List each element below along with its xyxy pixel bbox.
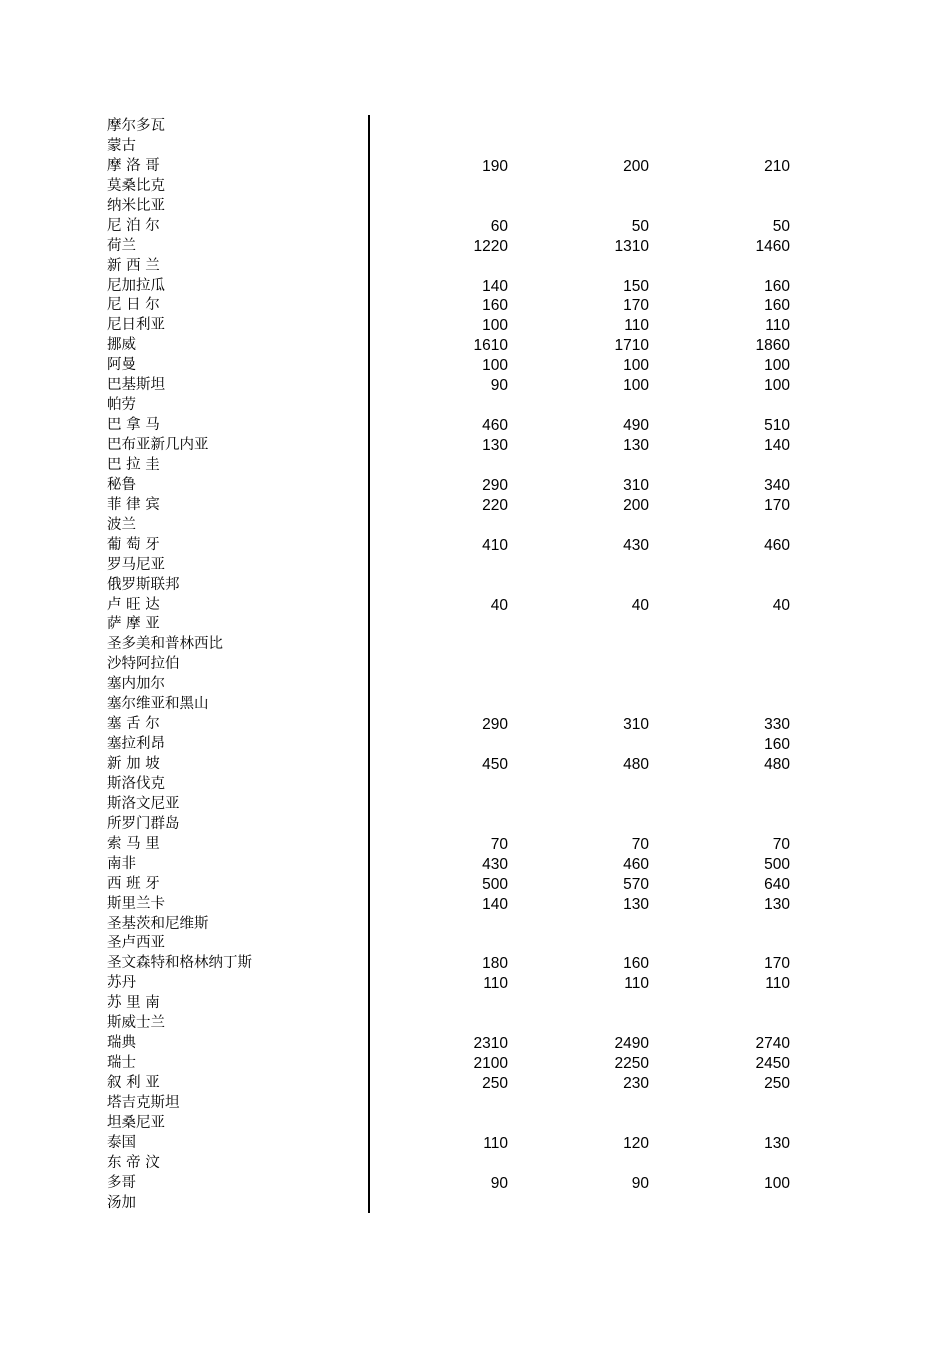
value-cell-col2: 110: [624, 317, 649, 335]
country-name-cell: 蒙古: [107, 137, 136, 154]
table-row: [0, 1093, 950, 1113]
table-row: [0, 1033, 950, 1053]
table-row: [0, 834, 950, 854]
value-cell-col3: 460: [764, 536, 790, 554]
value-cell-col3: 160: [764, 736, 790, 754]
table-row: [0, 814, 950, 834]
country-name-cell: 泰国: [107, 1134, 136, 1151]
value-cell-col2: 230: [623, 1075, 649, 1092]
country-name-cell: 瑞典: [107, 1035, 136, 1052]
country-name-cell: 挪威: [107, 337, 136, 354]
country-name-cell: 沙特阿拉伯: [107, 656, 180, 673]
value-cell-col2: 1310: [614, 237, 649, 255]
value-cell-col1: 90: [490, 1174, 508, 1192]
country-data-table: [0, 116, 950, 1213]
table-row: [0, 794, 950, 814]
value-cell-col1: 2310: [473, 1035, 508, 1053]
country-name-cell: 卢 旺 达: [107, 596, 160, 613]
value-cell-col3: 330: [764, 716, 790, 734]
value-cell-col3: 100: [764, 1174, 790, 1192]
value-cell-col1: 500: [482, 875, 508, 893]
value-cell-col2: 570: [623, 875, 649, 893]
table-row: [0, 415, 950, 435]
country-name-cell: 尼日利亚: [107, 317, 165, 334]
country-name-cell: 罗马尼亚: [107, 556, 165, 573]
value-cell-col3: 160: [764, 297, 790, 315]
value-cell-col3: 210: [764, 157, 790, 175]
table-row: [0, 614, 950, 634]
value-cell-col3: 140: [764, 437, 790, 454]
value-cell-col3: 130: [764, 895, 790, 913]
value-cell-col3: 100: [764, 377, 790, 395]
value-cell-col2: 110: [624, 975, 649, 993]
value-cell-col2: 460: [623, 855, 649, 873]
country-name-cell: 巴布亚新几内亚: [107, 437, 209, 453]
table-row: [0, 734, 950, 754]
table-row: [0, 395, 950, 415]
table-row: [0, 515, 950, 535]
table-row: [0, 116, 950, 136]
value-cell-col2: 1710: [614, 337, 649, 355]
country-name-cell: 新 西 兰: [107, 257, 160, 274]
value-cell-col1: 250: [482, 1075, 508, 1092]
table-row: [0, 634, 950, 654]
table-row: [0, 1193, 950, 1213]
value-cell-col2: 90: [631, 1174, 649, 1192]
value-cell-col2: 170: [623, 297, 649, 315]
table-row: [0, 176, 950, 196]
table-row: [0, 694, 950, 714]
value-cell-col2: 200: [623, 157, 649, 175]
country-name-cell: 叙 利 亚: [107, 1075, 160, 1091]
table-row: [0, 575, 950, 595]
country-name-cell: 新 加 坡: [107, 756, 160, 772]
country-name-cell: 菲 律 宾: [107, 496, 160, 513]
country-name-cell: 圣文森特和格林纳丁斯: [107, 955, 252, 972]
country-name-cell: 葡 萄 牙: [107, 536, 160, 553]
value-cell-col3: 1460: [755, 237, 790, 255]
value-cell-col2: 50: [631, 217, 649, 235]
value-cell-col1: 70: [490, 835, 508, 853]
value-cell-col1: 290: [482, 716, 508, 734]
table-row: [0, 335, 950, 355]
value-cell-col2: 130: [623, 437, 649, 454]
value-cell-col2: 100: [623, 377, 649, 395]
value-cell-col2: 490: [623, 417, 649, 435]
country-name-cell: 塔吉克斯坦: [107, 1094, 180, 1111]
table-row: [0, 355, 950, 375]
country-name-cell: 圣基茨和尼维斯: [107, 915, 209, 932]
country-name-cell: 圣多美和普林西比: [107, 636, 223, 653]
table-row: [0, 216, 950, 236]
country-name-cell: 塞尔维亚和黑山: [107, 696, 209, 713]
table-row: [0, 854, 950, 874]
country-name-cell: 尼 日 尔: [107, 297, 160, 314]
value-cell-col3: 70: [772, 835, 790, 853]
table-row: [0, 256, 950, 276]
value-cell-col1: 2100: [473, 1055, 508, 1073]
value-cell-col3: 340: [764, 476, 790, 494]
country-name-cell: 多哥: [107, 1174, 136, 1191]
country-name-cell: 巴 拉 圭: [107, 456, 160, 473]
table-row: [0, 136, 950, 156]
table-row: [0, 595, 950, 615]
table-row: [0, 295, 950, 315]
country-name-cell: 尼加拉瓜: [107, 277, 165, 294]
value-cell-col1: 100: [482, 357, 508, 375]
value-cell-col1: 220: [482, 496, 508, 514]
value-cell-col2: 310: [623, 476, 649, 494]
value-cell-col3: 130: [764, 1134, 790, 1152]
value-cell-col1: 40: [490, 596, 508, 614]
value-cell-col3: 1860: [755, 337, 790, 355]
table-row: [0, 774, 950, 794]
value-cell-col3: 480: [764, 756, 790, 773]
value-cell-col3: 40: [772, 596, 790, 614]
table-row: [0, 1173, 950, 1193]
country-name-cell: 摩 洛 哥: [107, 157, 160, 174]
country-name-cell: 塞拉利昂: [107, 736, 165, 753]
table-row: [0, 236, 950, 256]
value-cell-col1: 450: [482, 756, 508, 773]
table-row: [0, 933, 950, 953]
value-cell-col1: 130: [482, 437, 508, 454]
value-cell-col1: 410: [482, 536, 508, 554]
table-row: [0, 495, 950, 515]
country-name-cell: 南非: [107, 855, 136, 872]
country-name-cell: 纳米比亚: [107, 197, 165, 214]
country-name-cell: 索 马 里: [107, 835, 160, 852]
table-row: [0, 714, 950, 734]
value-cell-col3: 100: [764, 357, 790, 375]
country-name-cell: 圣卢西亚: [107, 935, 165, 952]
country-name-cell: 东 帝 汶: [107, 1154, 160, 1171]
value-cell-col2: 150: [623, 277, 649, 295]
country-name-cell: 波兰: [107, 516, 136, 533]
value-cell-col1: 190: [482, 157, 508, 175]
country-name-cell: 塞内加尔: [107, 676, 165, 693]
value-cell-col1: 1220: [473, 237, 508, 255]
table-row: [0, 475, 950, 495]
value-cell-col2: 160: [623, 955, 649, 973]
country-name-cell: 瑞士: [107, 1055, 136, 1072]
value-cell-col2: 2250: [614, 1055, 649, 1073]
country-name-cell: 荷兰: [107, 237, 136, 254]
table-row: [0, 674, 950, 694]
table-row: [0, 914, 950, 934]
value-cell-col2: 430: [623, 536, 649, 554]
value-cell-col2: 70: [631, 835, 649, 853]
value-cell-col2: 310: [623, 716, 649, 734]
table-row: [0, 874, 950, 894]
country-name-cell: 摩尔多瓦: [107, 118, 165, 134]
country-name-cell: 斯洛伐克: [107, 775, 165, 792]
table-row: [0, 315, 950, 335]
value-cell-col1: 140: [482, 895, 508, 913]
table-row: [0, 375, 950, 395]
value-cell-col1: 290: [482, 476, 508, 494]
value-cell-col3: 500: [764, 855, 790, 873]
value-cell-col2: 100: [623, 357, 649, 375]
country-name-cell: 苏丹: [107, 975, 136, 992]
country-name-cell: 汤加: [107, 1194, 136, 1211]
value-cell-col1: 110: [483, 1134, 508, 1152]
value-cell-col1: 140: [482, 277, 508, 295]
table-row: [0, 654, 950, 674]
value-cell-col1: 1610: [473, 337, 508, 355]
value-cell-col2: 200: [623, 496, 649, 514]
value-cell-col3: 50: [772, 217, 790, 235]
value-cell-col3: 2740: [755, 1035, 790, 1053]
table-row: [0, 555, 950, 575]
value-cell-col1: 90: [490, 377, 508, 395]
country-name-cell: 秘鲁: [107, 476, 136, 493]
country-name-cell: 萨 摩 亚: [107, 616, 160, 633]
value-cell-col1: 460: [482, 417, 508, 435]
value-cell-col3: 640: [764, 875, 790, 893]
table-row: [0, 196, 950, 216]
value-cell-col1: 160: [482, 297, 508, 315]
value-cell-col2: 2490: [614, 1035, 649, 1053]
value-cell-col2: 120: [623, 1134, 649, 1152]
value-cell-col3: 160: [764, 277, 790, 295]
country-name-cell: 阿曼: [107, 357, 136, 374]
table-row: [0, 455, 950, 475]
table-row: [0, 1073, 950, 1093]
country-name-cell: 莫桑比克: [107, 177, 165, 194]
country-name-cell: 所罗门群岛: [107, 815, 180, 832]
table-row: [0, 1053, 950, 1073]
table-row: [0, 1113, 950, 1133]
country-name-cell: 塞 舌 尔: [107, 716, 160, 733]
value-cell-col3: 110: [765, 317, 790, 335]
value-cell-col2: 130: [623, 895, 649, 913]
country-name-cell: 巴 拿 马: [107, 417, 160, 434]
table-row: [0, 754, 950, 774]
value-cell-col3: 110: [765, 975, 790, 993]
table-row: [0, 435, 950, 455]
value-cell-col1: 180: [482, 955, 508, 973]
country-name-cell: 帕劳: [107, 397, 136, 414]
table-row: [0, 894, 950, 914]
table-row: [0, 973, 950, 993]
table-row: [0, 276, 950, 296]
value-cell-col1: 60: [490, 217, 508, 235]
value-cell-col2: 480: [623, 756, 649, 773]
country-name-cell: 斯洛文尼亚: [107, 795, 180, 812]
table-row: [0, 993, 950, 1013]
value-cell-col2: 40: [631, 596, 649, 614]
table-row: [0, 535, 950, 555]
value-cell-col1: 100: [482, 317, 508, 335]
value-cell-col1: 430: [482, 855, 508, 873]
value-cell-col3: 170: [764, 496, 790, 514]
value-cell-col3: 510: [764, 417, 790, 435]
country-name-cell: 西 班 牙: [107, 875, 160, 892]
table-row: [0, 1153, 950, 1173]
country-name-cell: 斯威士兰: [107, 1015, 165, 1032]
table-row: [0, 156, 950, 176]
value-cell-col3: 250: [764, 1075, 790, 1092]
value-cell-col1: 110: [483, 975, 508, 993]
table-row: [0, 1013, 950, 1033]
country-name-cell: 坦桑尼亚: [107, 1114, 165, 1131]
table-row: [0, 953, 950, 973]
country-name-cell: 苏 里 南: [107, 995, 160, 1012]
country-name-cell: 巴基斯坦: [107, 377, 165, 394]
country-name-cell: 尼 泊 尔: [107, 217, 160, 234]
value-cell-col3: 2450: [755, 1055, 790, 1073]
table-row: [0, 1133, 950, 1153]
country-name-cell: 斯里兰卡: [107, 895, 165, 912]
value-cell-col3: 170: [764, 955, 790, 973]
country-name-cell: 俄罗斯联邦: [107, 576, 180, 593]
